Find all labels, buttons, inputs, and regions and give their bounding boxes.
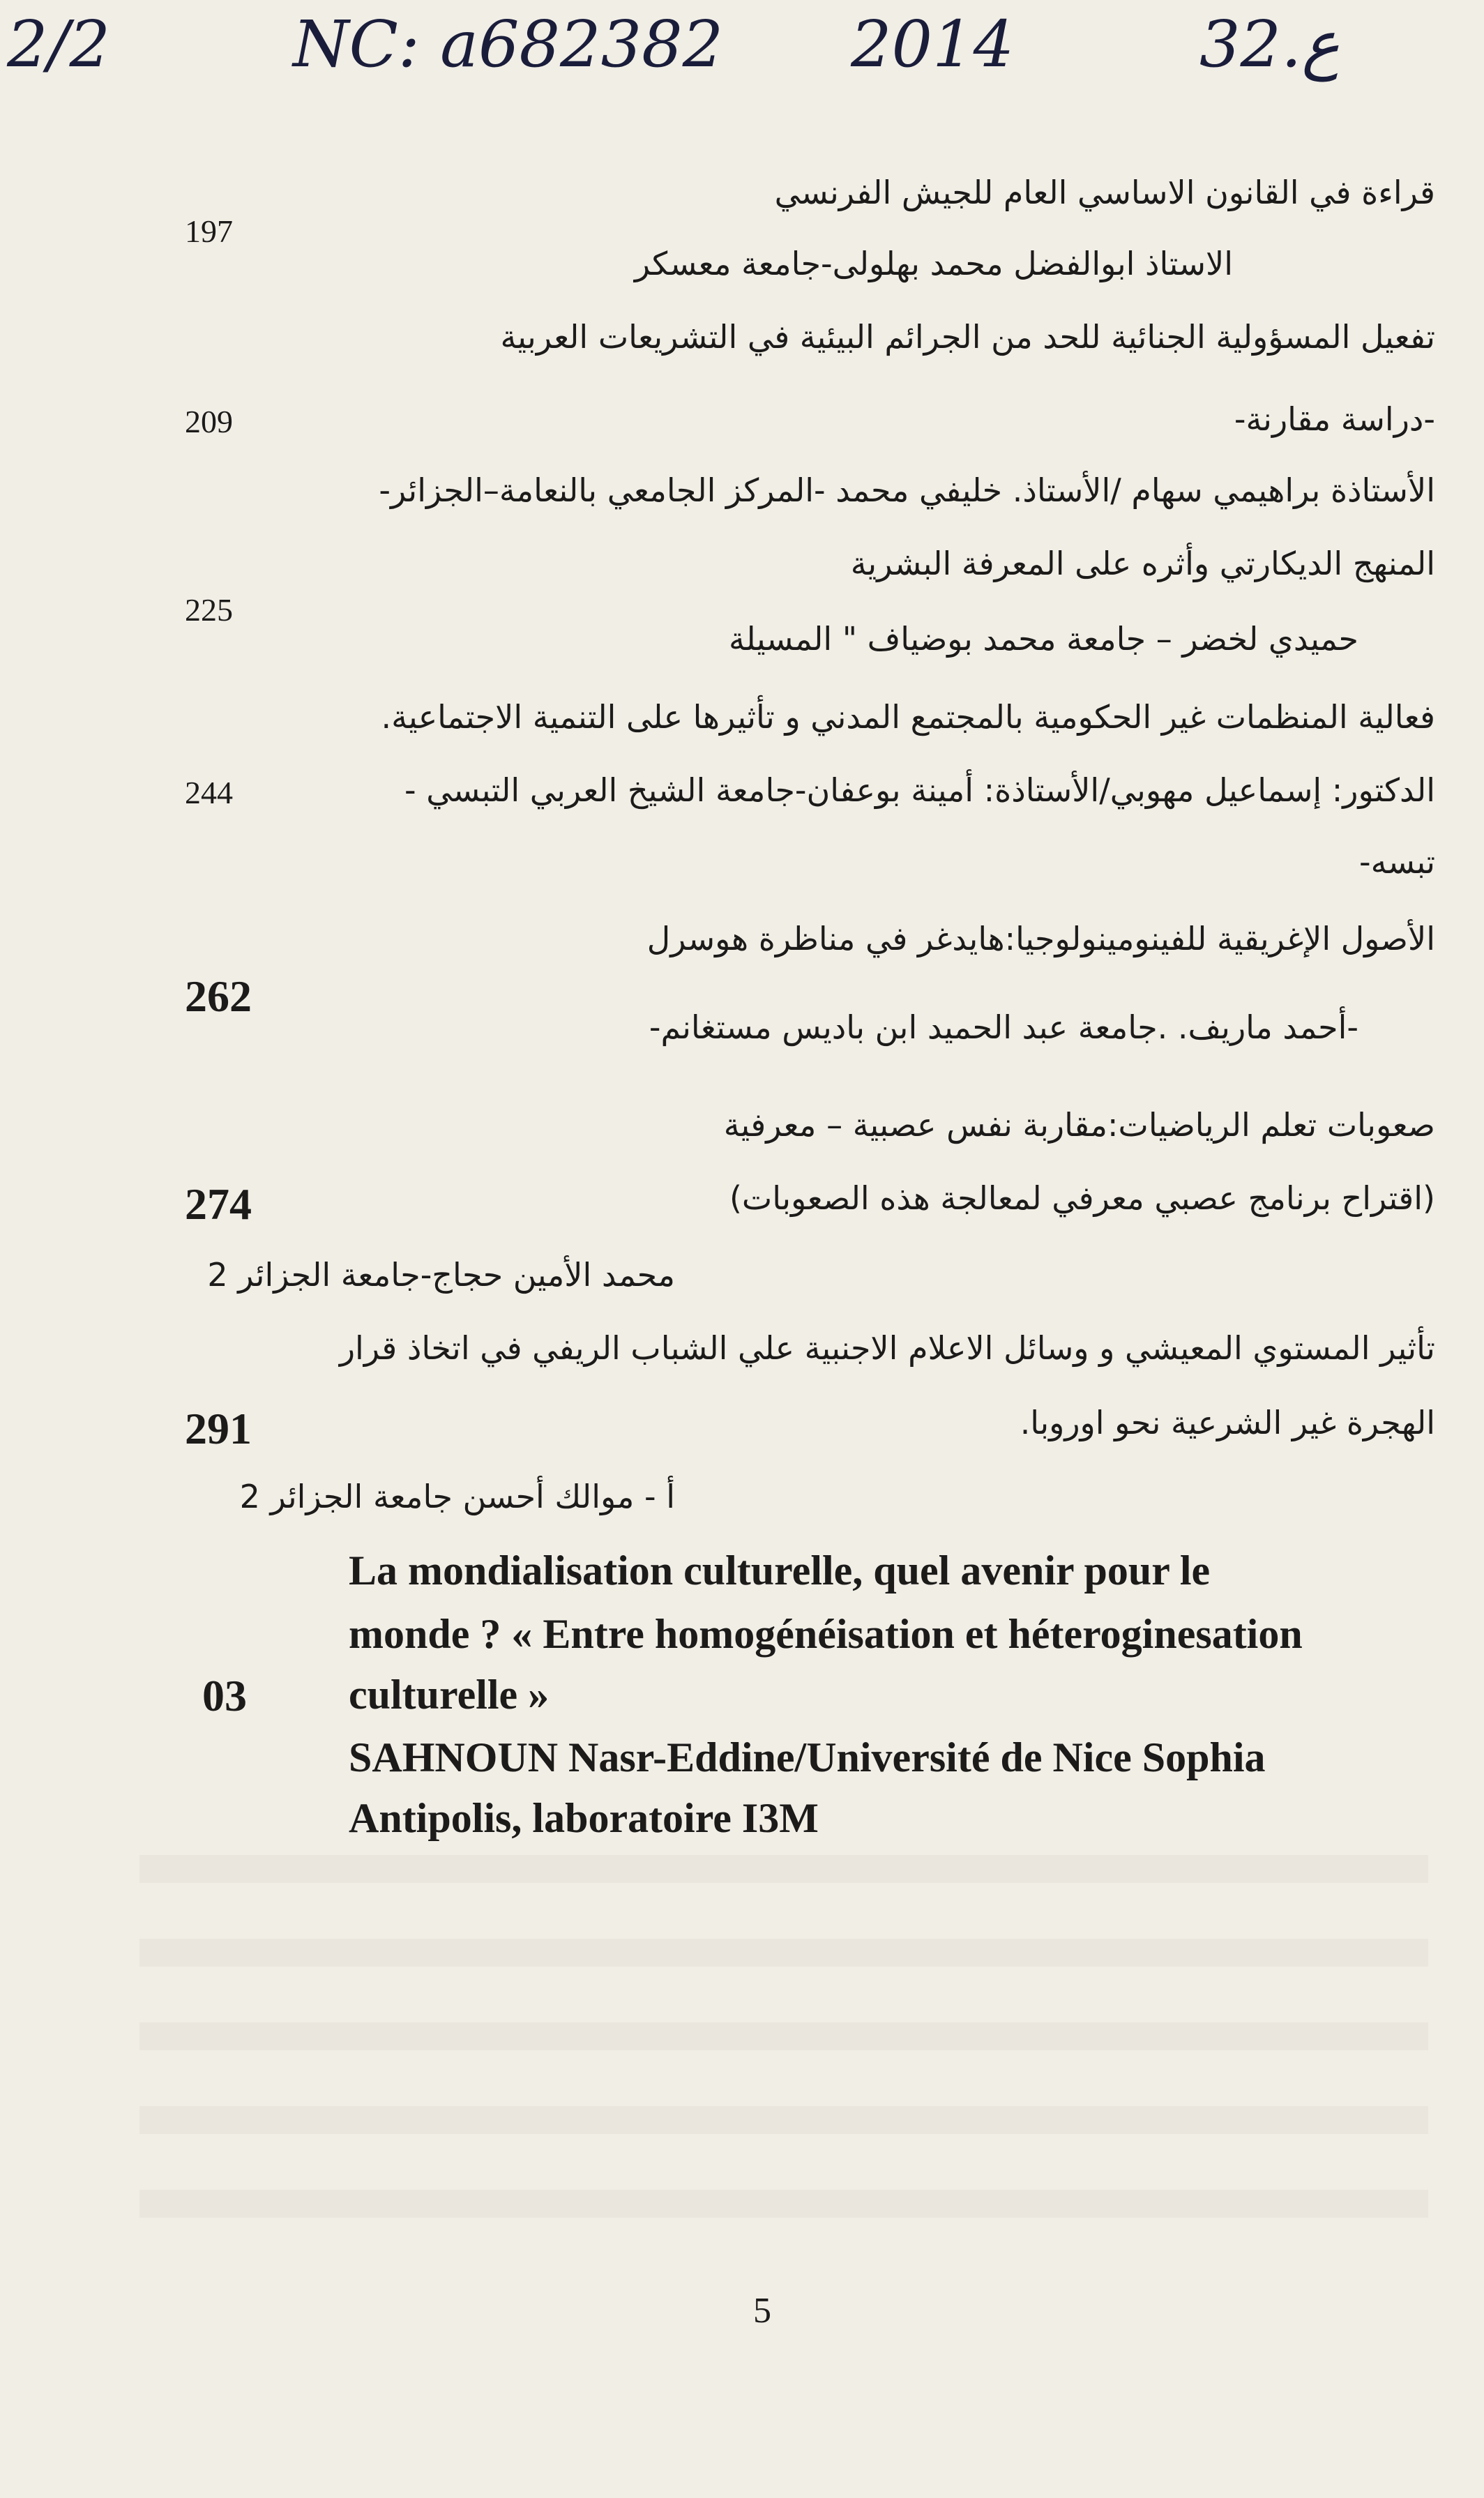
entry-page: 262 xyxy=(185,971,252,1021)
handwritten-year: 2014 xyxy=(851,7,1015,82)
entry-title: فعالية المنظمات غير الحكومية بالمجتمع المدني و تأثيرها على التنمية الاجتماعية. xyxy=(381,698,1435,736)
entry-title: المنهج الديكارتي وأثره على المعرفة البشرية xyxy=(850,545,1435,582)
entry-title-line2: -دراسة مقارنة- xyxy=(1234,400,1435,438)
entry-title: تفعيل المسؤولية الجنائية للحد من الجرائم البيئية في التشريعات العربية xyxy=(500,318,1435,356)
entry-title-line2: (اقتراح برنامج عصبي معرفي لمعالجة هذه الصعوبات) xyxy=(729,1179,1435,1217)
entry-page: 197 xyxy=(185,213,233,249)
entry-authors: الأستاذة براهيمي سهام /الأستاذ. خليفي محمد -المركز الجامعي بالنعامة–الجزائر- xyxy=(379,471,1435,509)
entry-page: 225 xyxy=(185,592,233,628)
french-title-line1: La mondialisation culturelle, quel avenir pour le xyxy=(349,1547,1211,1594)
entry-title-line2: الهجرة غير الشرعية نحو اوروبا. xyxy=(1020,1404,1435,1441)
entry-authors: حميدي لخضر – جامعة محمد بوضياف " المسيلة xyxy=(729,620,1358,658)
show-through-background xyxy=(139,1855,1428,2218)
entry-title: قراءة في القانون الاساسي العام للجيش الفرنسي xyxy=(774,174,1435,211)
french-title-line3: culturelle » xyxy=(349,1672,550,1718)
entry-authors: -أحمد ماريف. .جامعة عبد الحميد ابن باديس مستغانم- xyxy=(649,1008,1358,1046)
french-entry-page: 03 xyxy=(202,1671,247,1720)
french-author-line2: Antipolis, laboratoire I3M xyxy=(349,1795,819,1841)
entry-page: 244 xyxy=(185,775,233,810)
entry-page: 209 xyxy=(185,404,233,439)
entry-authors: الاستاذ ابوالفضل محمد بهلولى-جامعة معسكر xyxy=(634,245,1233,282)
handwritten-part: 2/2 xyxy=(7,7,111,82)
handwritten-code: NC: a682382 xyxy=(293,7,724,82)
french-author-line1: SAHNOUN Nasr-Eddine/Université de Nice Sophia xyxy=(349,1734,1266,1780)
french-title-line2: monde ? « Entre homogénéisation et héteroginesation xyxy=(349,1611,1303,1657)
entry-authors: الدكتور: إسماعيل مهوبي/الأستاذة: أمينة بوعفان-جامعة الشيخ العربي التبسي - xyxy=(404,771,1435,809)
handwritten-ref: 32.ع xyxy=(1199,7,1340,82)
entry-title: الأصول الإغريقية للفينومينولوجيا:هايدغر في مناظرة هوسرل xyxy=(646,920,1435,957)
entry-authors-line2: تبسه- xyxy=(1359,843,1435,881)
entry-authors: أ - موالك أحسن جامعة الجزائر 2 xyxy=(239,1478,675,1515)
entry-page: 274 xyxy=(185,1179,252,1229)
entry-authors: محمد الأمين حجاج-جامعة الجزائر 2 xyxy=(207,1256,675,1294)
page-number: 5 xyxy=(753,2291,771,2331)
entry-title: صعوبات تعلم الرياضيات:مقاربة نفس عصبية – معرفية xyxy=(723,1106,1435,1144)
entry-page: 291 xyxy=(185,1404,252,1453)
entry-title: تأثير المستوي المعيشي و وسائل الاعلام الاجنبية علي الشباب الريفي في اتخاذ قرار xyxy=(339,1329,1435,1367)
